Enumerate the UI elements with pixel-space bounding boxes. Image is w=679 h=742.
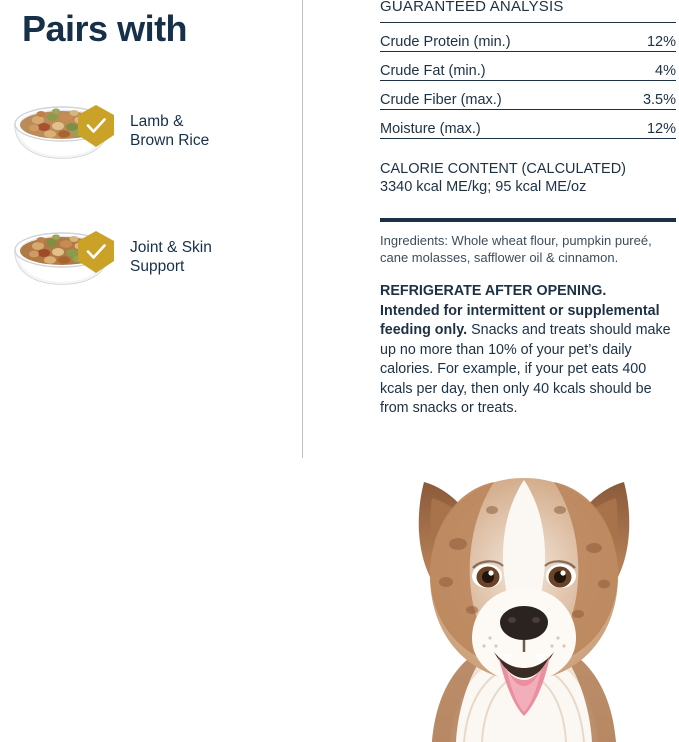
section-divider — [380, 218, 676, 222]
calorie-content-value: 3340 kcal ME/kg; 95 kcal ME/oz — [380, 179, 587, 195]
list-item-label-line1: Lamb & — [130, 113, 184, 130]
column-divider — [302, 0, 303, 458]
table-row — [380, 23, 676, 52]
feeding-body: Snacks and treats should make up no more than 10% of your pet’s daily calories. For example, if your pet eats 400 kcals per day, then only 40 kcals should be from snacks or treats. — [380, 322, 671, 416]
check-badge-icon — [76, 230, 116, 274]
pairs-with-section — [0, 0, 303, 742]
ingredients-text: Ingredients: Whole wheat flour, pumpkin pureé, cane molasses, safflower oil & cinnamon. — [380, 233, 652, 265]
list-item-label-line1: Joint & Skin — [130, 239, 212, 256]
feeding-instructions — [380, 282, 679, 419]
guaranteed-analysis-table — [380, 22, 676, 139]
nutrient-value: 4% — [616, 52, 676, 81]
calorie-content-heading: CALORIE CONTENT (CALCULATED) — [380, 161, 626, 177]
page-title: Pairs with — [22, 8, 188, 49]
table-row — [380, 52, 676, 81]
nutrient-name: Crude Protein (min.) — [380, 23, 616, 52]
list-item-label — [130, 112, 280, 150]
list-item — [0, 92, 303, 188]
intended-use-note: Intended for intermittent or supplemental feeding only. — [380, 302, 660, 338]
nutrient-value: 12% — [616, 23, 676, 52]
check-badge-icon — [76, 104, 116, 148]
list-item-label-line2: Support — [130, 258, 185, 275]
calorie-content-block — [380, 160, 676, 196]
list-item-label — [130, 238, 280, 276]
nutrient-value: 3.5% — [616, 81, 676, 110]
nutrient-value: 12% — [616, 110, 676, 139]
table-row — [380, 81, 676, 110]
dog-photo — [372, 424, 679, 742]
list-item — [0, 218, 303, 314]
nutrient-name: Crude Fiber (max.) — [380, 81, 616, 110]
guaranteed-analysis-heading: GUARANTEED ANALYSIS — [380, 0, 564, 15]
list-item-label-line2: Brown Rice — [130, 132, 210, 149]
table-row — [380, 110, 676, 139]
nutrient-name: Moisture (max.) — [380, 110, 616, 139]
refrigerate-note: REFRIGERATE AFTER OPENING. — [380, 283, 607, 299]
nutrient-name: Crude Fat (min.) — [380, 52, 616, 81]
